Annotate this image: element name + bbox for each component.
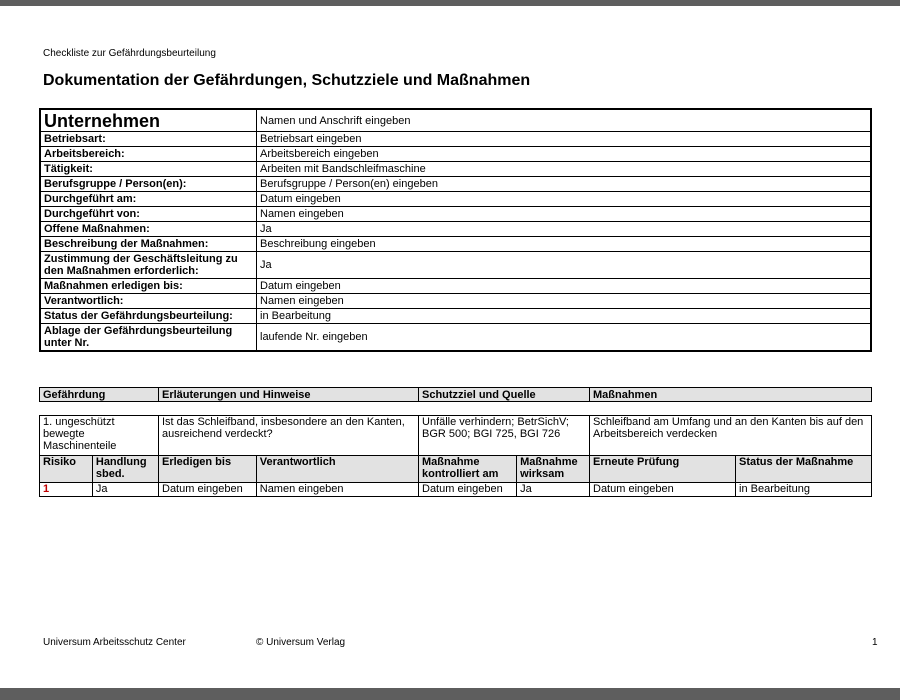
field-value[interactable]: Namen eingeben	[257, 294, 872, 309]
field-label: Betriebsart:	[40, 132, 257, 147]
field-value[interactable]: Betriebsart eingeben	[257, 132, 872, 147]
table-row	[40, 456, 872, 483]
page-number: 1	[872, 637, 878, 648]
field-label: Maßnahmen erledigen bis:	[40, 279, 257, 294]
field-value[interactable]: Beschreibung eingeben	[257, 237, 872, 252]
table-row	[40, 132, 871, 147]
header-measures: Maßnahmen	[590, 388, 872, 402]
table-row	[40, 237, 871, 252]
sub-header-due: Erledigen bis	[159, 456, 257, 483]
table-row	[40, 162, 871, 177]
table-row	[40, 279, 871, 294]
table-row	[40, 109, 871, 132]
hazard-cell: 1. ungeschützt bewegte Maschinenteile	[40, 416, 159, 456]
field-value[interactable]: Arbeitsbereich eingeben	[257, 147, 872, 162]
field-value[interactable]: Datum eingeben	[257, 279, 872, 294]
field-value[interactable]: Ja	[257, 252, 872, 279]
company-value[interactable]: Namen und Anschrift eingeben	[257, 109, 872, 132]
footer-center: © Universum Verlag	[256, 637, 346, 648]
status-value[interactable]: in Bearbeitung	[736, 483, 872, 497]
sub-header-action: Handlung sbed.	[92, 456, 158, 483]
field-value[interactable]: Berufsgruppe / Person(en) eingeben	[257, 177, 872, 192]
sub-header-responsible: Verantwortlich	[256, 456, 418, 483]
company-label: Unternehmen	[40, 109, 257, 132]
table-row	[40, 177, 871, 192]
table-row	[40, 147, 871, 162]
field-label: Ablage der Gefährdungsbeurteilung unter Nr.	[40, 324, 257, 352]
document-header: Checkliste zur Gefährdungsbeurteilung	[43, 48, 216, 59]
hazard-header-table	[39, 387, 872, 402]
bottom-bar	[0, 688, 900, 700]
table-row	[40, 192, 871, 207]
effective-value[interactable]: Ja	[517, 483, 590, 497]
field-label: Durchgeführt am:	[40, 192, 257, 207]
field-label: Berufsgruppe / Person(en):	[40, 177, 257, 192]
field-value[interactable]: Ja	[257, 222, 872, 237]
sub-header-effective: Maßnahme wirksam	[517, 456, 590, 483]
action-value[interactable]: Ja	[92, 483, 158, 497]
checked-value[interactable]: Datum eingeben	[419, 483, 517, 497]
field-label: Beschreibung der Maßnahmen:	[40, 237, 257, 252]
goal-cell: Unfälle verhindern; BetrSichV; BGR 500; BGI 725, BGI 726	[419, 416, 590, 456]
responsible-value[interactable]: Namen eingeben	[256, 483, 418, 497]
header-goal: Schutzziel und Quelle	[419, 388, 590, 402]
table-row	[40, 483, 872, 497]
field-label: Verantwortlich:	[40, 294, 257, 309]
table-row	[40, 294, 871, 309]
recheck-value[interactable]: Datum eingeben	[590, 483, 736, 497]
header-hazard: Gefährdung	[40, 388, 159, 402]
field-label: Status der Gefährdungsbeurteilung:	[40, 309, 257, 324]
field-value[interactable]: Arbeiten mit Bandschleifmaschine	[257, 162, 872, 177]
field-value[interactable]: Datum eingeben	[257, 192, 872, 207]
field-label: Offene Maßnahmen:	[40, 222, 257, 237]
hazard-detail-table	[39, 415, 872, 497]
footer-left: Universum Arbeitsschutz Center	[43, 637, 186, 648]
sub-header-status: Status der Maßnahme	[736, 456, 872, 483]
explanation-cell: Ist das Schleifband, insbesondere an den Kanten, ausreichend verdeckt?	[159, 416, 419, 456]
table-row	[40, 416, 872, 456]
field-value[interactable]: Namen eingeben	[257, 207, 872, 222]
table-row	[40, 222, 871, 237]
table-row	[40, 207, 871, 222]
table-row	[40, 309, 871, 324]
company-info-table	[39, 108, 872, 352]
field-value[interactable]: in Bearbeitung	[257, 309, 872, 324]
sub-header-recheck: Erneute Prüfung	[590, 456, 736, 483]
field-value[interactable]: laufende Nr. eingeben	[257, 324, 872, 352]
sub-header-checked: Maßnahme kontrolliert am	[419, 456, 517, 483]
page-title: Dokumentation der Gefährdungen, Schutzziele und Maßnahmen	[43, 72, 531, 89]
sub-header-risk: Risiko	[40, 456, 93, 483]
table-row	[40, 388, 872, 402]
measure-cell: Schleifband am Umfang und an den Kanten bis auf den Arbeitsbereich verdecken	[590, 416, 872, 456]
field-label: Arbeitsbereich:	[40, 147, 257, 162]
table-row	[40, 252, 871, 279]
top-bar	[0, 0, 900, 6]
due-value[interactable]: Datum eingeben	[159, 483, 257, 497]
risk-value[interactable]: 1	[40, 483, 93, 497]
field-label: Tätigkeit:	[40, 162, 257, 177]
table-row	[40, 324, 871, 352]
field-label: Durchgeführt von:	[40, 207, 257, 222]
field-label: Zustimmung der Geschäftsleitung zu den Maßnahmen erforderlich:	[40, 252, 257, 279]
header-explanation: Erläuterungen und Hinweise	[159, 388, 419, 402]
